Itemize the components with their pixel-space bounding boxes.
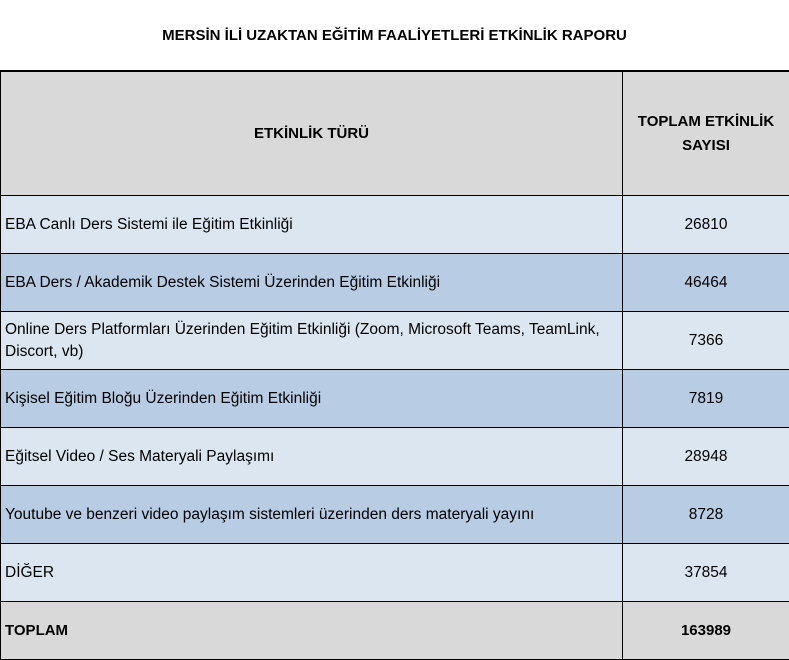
activity-count-cell: 26810 bbox=[623, 196, 789, 254]
activity-type-cell: EBA Ders / Akademik Destek Sistemi Üzerinden Eğitim Etkinliği bbox=[1, 254, 623, 312]
activity-type-cell: Eğitsel Video / Ses Materyali Paylaşımı bbox=[1, 428, 623, 486]
header-total-count-line1: TOPLAM ETKİNLİK bbox=[637, 112, 775, 130]
table-row bbox=[1, 312, 789, 370]
activity-type-cell: Youtube ve benzeri video paylaşım sistemleri üzerinden ders materyali yayını bbox=[1, 486, 623, 544]
header-activity-type: ETKİNLİK TÜRÜ bbox=[1, 72, 623, 196]
activity-count-cell: 28948 bbox=[623, 428, 789, 486]
total-label-cell: TOPLAM bbox=[1, 602, 623, 660]
total-count-cell: 163989 bbox=[623, 602, 789, 660]
activity-type-cell: Kişisel Eğitim Bloğu Üzerinden Eğitim Etkinliği bbox=[1, 370, 623, 428]
total-row bbox=[1, 602, 789, 660]
header-total-count bbox=[623, 72, 789, 196]
activity-table bbox=[0, 71, 789, 660]
activity-count-cell: 46464 bbox=[623, 254, 789, 312]
activity-count-cell: 7819 bbox=[623, 370, 789, 428]
table-row bbox=[1, 544, 789, 602]
table-row bbox=[1, 428, 789, 486]
activity-type-cell: EBA Canlı Ders Sistemi ile Eğitim Etkinliği bbox=[1, 196, 623, 254]
activity-count-cell: 8728 bbox=[623, 486, 789, 544]
header-total-count-line2: SAYISI bbox=[682, 136, 730, 154]
table-row bbox=[1, 486, 789, 544]
table-row bbox=[1, 254, 789, 312]
activity-count-cell: 37854 bbox=[623, 544, 789, 602]
table-row bbox=[1, 370, 789, 428]
activity-type-cell: Online Ders Platformları Üzerinden Eğitim Etkinliği (Zoom, Microsoft Teams, TeamLink, Discort, vb) bbox=[1, 312, 623, 370]
activity-count-cell: 7366 bbox=[623, 312, 789, 370]
table-row bbox=[1, 196, 789, 254]
header-row bbox=[1, 72, 789, 196]
report-title: MERSİN İLİ UZAKTAN EĞİTİM FAALİYETLERİ ETKİNLİK RAPORU bbox=[0, 0, 789, 71]
activity-type-cell: DİĞER bbox=[1, 544, 623, 602]
